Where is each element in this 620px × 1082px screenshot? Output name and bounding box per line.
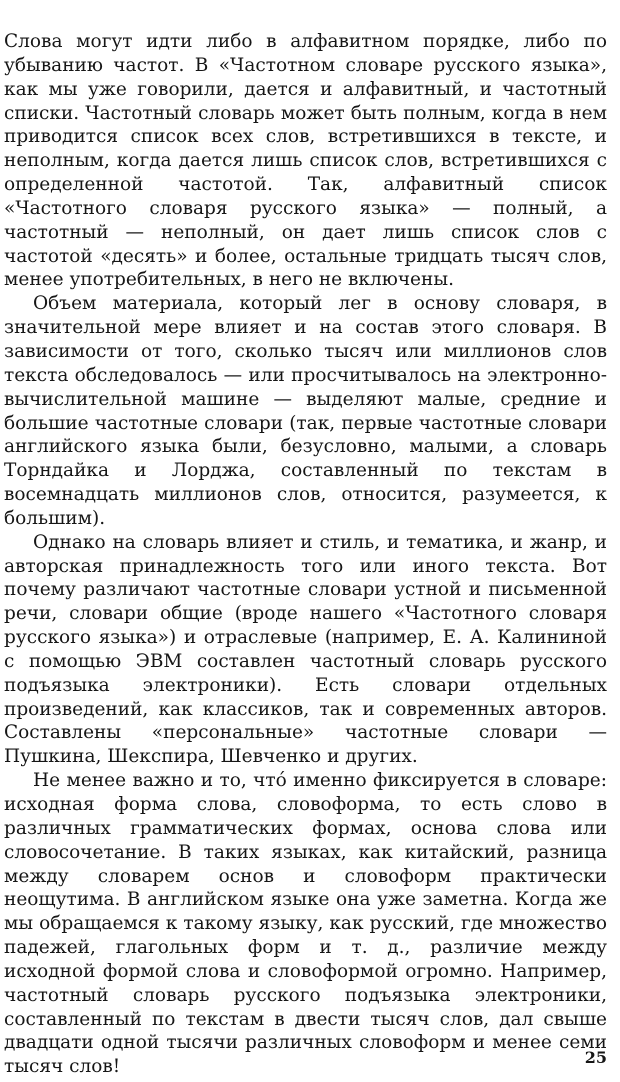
paragraph-2: Объем материала, который лег в основу словаря, в значительной мере влияет и на состав этого словаря. В зависимости от того, сколько тысяч или миллионов слов текста обследовалось — или просчитывалось на электронно-вычислительной машине — выделяют малые, средние и большие частотные словари (так, первые частотные словари английского языка были, безусловно, малыми, а словарь Торндайка и Лорджа, составленный по текстам в восемнадцать миллионов слов, относится, разумеется, к большим). — [4, 293, 607, 529]
page-number: 25 — [584, 1048, 607, 1067]
paragraph-1: Слова могут идти либо в алфавитном порядке, либо по убыванию частот. В «Частотном словаре русского языка», как мы уже говорили, дается и алфавитный, и частотный списки. Частотный словарь может быть полным, когда в нем приводится список всех слов, встретившихся в тексте, и неполным, когда дается лишь список слов, встретившихся с определенной частотой. Так, алфавитный список «Частотного словаря русского языка» — полный, а частотный — неполный, он дает лишь список слов с частотой «десять» и более, остальные тридцать тысяч слов, менее употребительных, в него не включены. — [4, 31, 607, 291]
paragraph-3: Однако на словарь влияет и стиль, и тематика, и жанр, и авторская принадлежность того или иного текста. Вот почему различают частотные словари устной и письменной речи, словари общие (вроде нашего «Частотного словаря русского языка») и отраслевые (например, Е. А. Калининой с помощью ЭВМ составлен частотный словарь русского подъязыка электроники). Есть словари отдельных произведений, как классиков, так и современных авторов. Составлены «персональные» частотные словари — Пушкина, Шекспира, Шевченко и других. — [4, 531, 607, 768]
paragraph-4: Не менее важно и то, что́ именно фиксируется в словаре: исходная форма слова, словоформа, то есть слово в различных грамматических формах, основа слова или словосочетание. В таких языках, как китайский, разница между словарем основ и словоформ практически неощутима. В английском языке она уже заметна. Когда же мы обращаемся к такому языку, как русский, где множество падежей, глагольных форм и т. д., различие между исходной формой слова и словоформой огромно. Например, частотный словарь русского подъязыка электроники, составленный по текстам в двести тысяч слов, дал свыше двадцати одной тысячи различных словоформ и менее семи тысяч слов! — [4, 770, 607, 1078]
